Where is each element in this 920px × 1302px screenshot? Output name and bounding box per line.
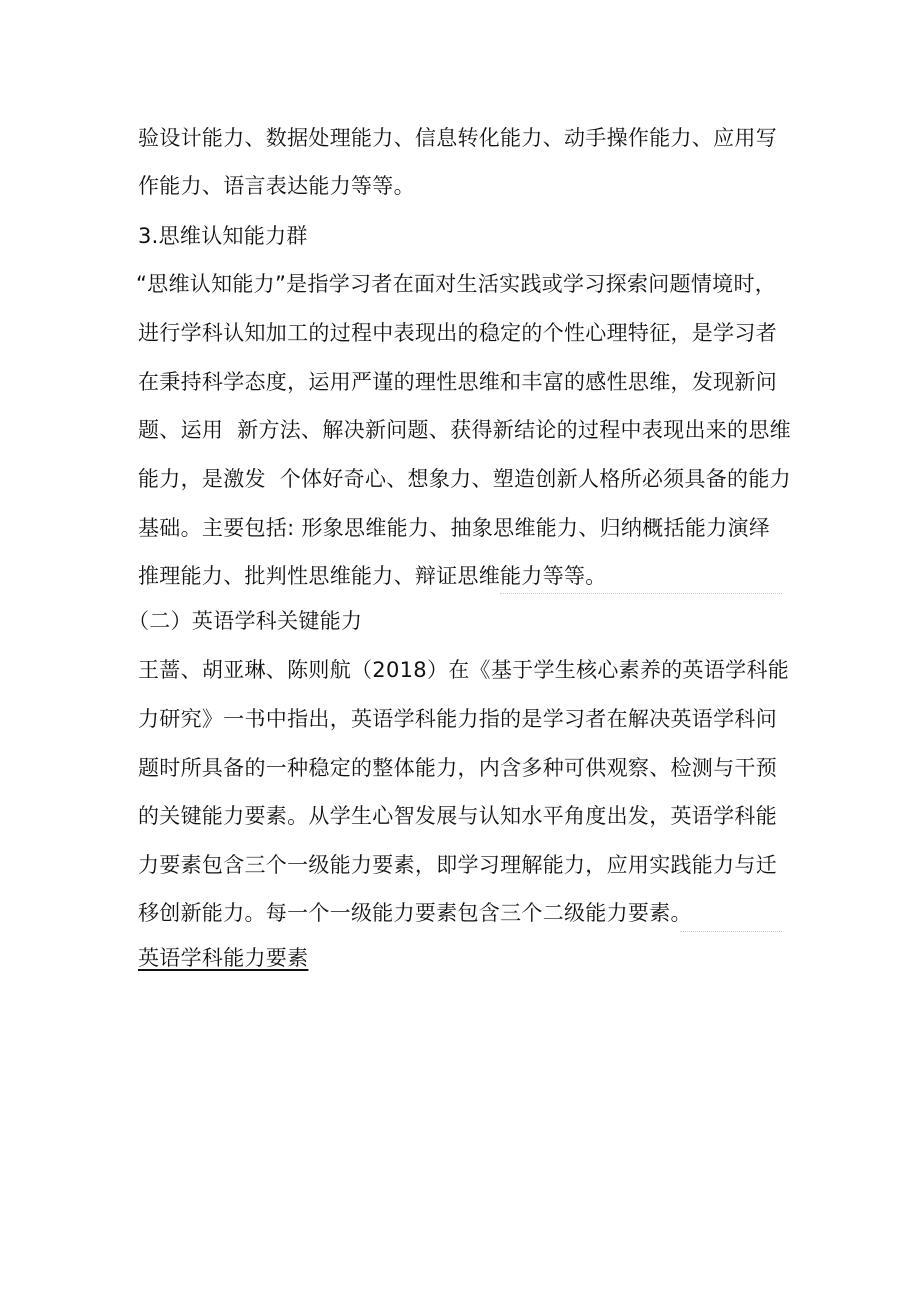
paragraph-line: 题、运用 新方法、解决新问题、获得新结论的过程中表现出来的思维 — [138, 418, 791, 442]
paragraph-line: “思维认知能力”是指学习者在面对生活实践或学习探索问题情境时， — [136, 272, 777, 296]
paragraph-line: 王蔷、胡亚琳、陈则航（2018）在《基于学生核心素养的英语学科能 — [138, 658, 790, 682]
paragraph-line: 移创新能力。每一个一级能力要素包含三个二级能力要素。 — [138, 901, 692, 925]
paragraph-line: 力研究》一书中指出，英语学科能力指的是学习者在解决英语学科问 — [138, 707, 777, 731]
section-heading: （二）英语学科关键能力 — [128, 609, 363, 633]
paragraph-line: 基础。主要包括: 形象思维能力、抽象思维能力、归纳概括能力演绎 — [138, 516, 771, 540]
paragraph-line: 验设计能力、数据处理能力、信息转化能力、动手操作能力、应用写 — [138, 126, 777, 150]
paragraph-line: 进行学科认知加工的过程中表现出的稳定的个性心理特征，是学习者 — [138, 321, 777, 345]
paragraph-line: 能力，是激发 个体好奇心、想象力、塑造创新人格所必须具备的能力 — [138, 467, 791, 491]
figure-caption: 英语学科能力要素 — [138, 946, 309, 970]
dotted-divider — [500, 593, 782, 594]
paragraph-line: 力要素包含三个一级能力要素，即学习理解能力，应用实践能力与迁 — [138, 853, 777, 877]
paragraph-line: 作能力、语言表达能力等等。 — [138, 174, 415, 198]
dotted-divider — [680, 931, 782, 932]
paragraph-line: 在秉持科学态度，运用严谨的理性思维和丰富的感性思维，发现新问 — [138, 370, 777, 394]
section-heading: 3.思维认知能力群 — [138, 224, 308, 248]
paragraph-line: 题时所具备的一种稳定的整体能力，内含多种可供观察、检测与干预 — [138, 756, 777, 780]
paragraph-line: 推理能力、批判性思维能力、辩证思维能力等等。 — [138, 564, 607, 588]
paragraph-line: 的关键能力要素。从学生心智发展与认知水平角度出发，英语学科能 — [138, 804, 777, 828]
